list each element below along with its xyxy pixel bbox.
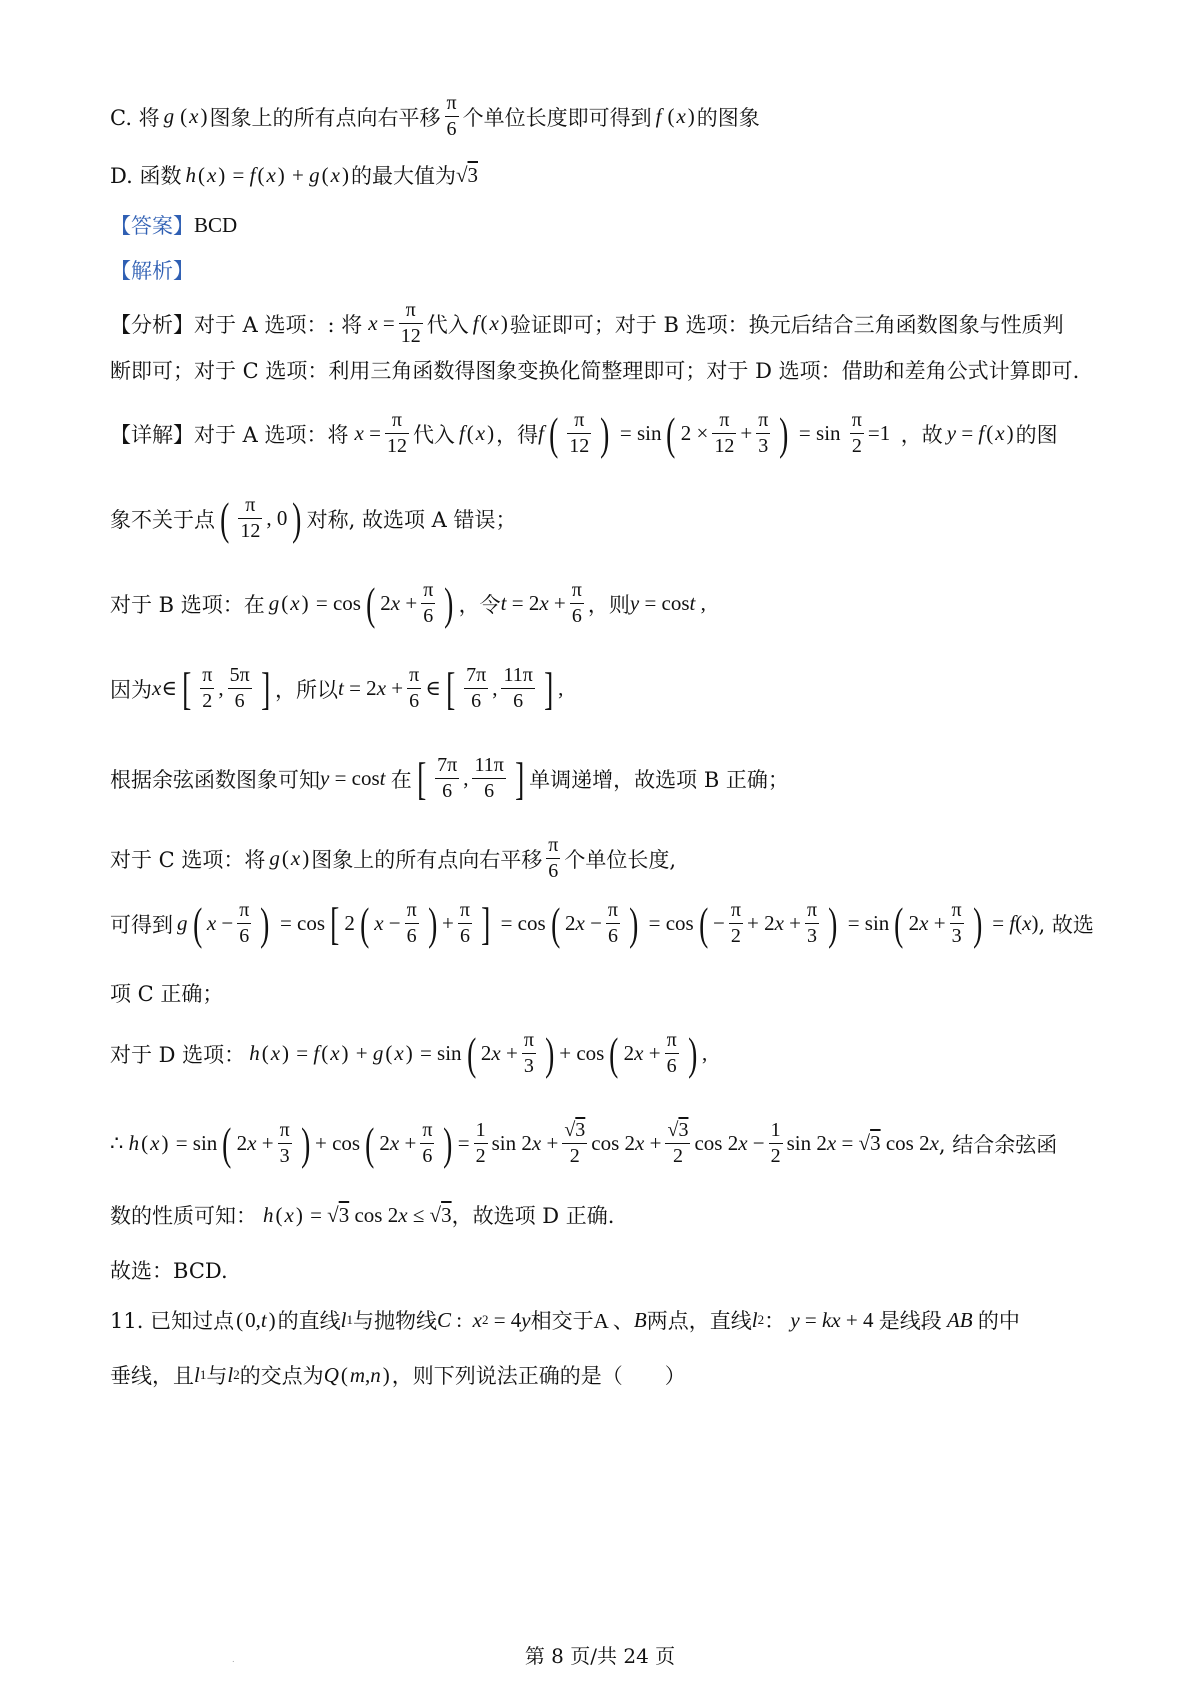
text: 代入 bbox=[412, 422, 455, 447]
text: 因为 bbox=[110, 677, 152, 702]
text: 对于 C 选项：将 bbox=[110, 847, 266, 872]
xiangjie-d-line1: 对于 D 选项： h ( x ) = f ( x ) + g ( x ) = sin ( 2 x + $\frac{\pi}{3}$ ) + cos ( 2 x + $\frac{\pi}{6}$ ) , bbox=[110, 1027, 708, 1079]
page-footer: 第 8 页/共 24 页 bbox=[524, 1644, 676, 1668]
answer-line bbox=[110, 210, 237, 240]
text: 两点，直线 bbox=[646, 1309, 752, 1333]
fraction: $\frac{\pi}{12}$ bbox=[386, 409, 407, 457]
text: , 故选 bbox=[1038, 912, 1094, 937]
xiangjie-c-line3 bbox=[110, 978, 223, 1008]
text: , 结合余弦函 bbox=[938, 1132, 1058, 1157]
text: ，故 bbox=[900, 422, 943, 447]
fenxi-line1: 【分析】 对于 A 选项：: 将 x = $\frac{\pi}{12}$ 代入 f ( x ) 验证即可；对于 B 选项：换元后结合三角函数图象与性质判 bbox=[110, 299, 1064, 347]
answer-tag: 【答案】 bbox=[110, 214, 194, 238]
final-answer bbox=[110, 1255, 228, 1285]
fenxi-text: 断即可；对于 C 选项：利用三角函数得图象变换化简整理即可；对于 D 选项：借助和差角公式计算即可. bbox=[110, 359, 1080, 383]
text: ，则 bbox=[587, 592, 630, 617]
decorative-dot: . bbox=[232, 1655, 235, 1664]
option-c-label: C. 将 bbox=[110, 105, 160, 130]
text: 单调递增，故选项 B 正确； bbox=[529, 767, 789, 792]
text: 在 bbox=[390, 767, 412, 792]
option-d-label: D. 函数 bbox=[110, 164, 182, 188]
option-c-text2: 个单位长度即可得到 bbox=[462, 105, 652, 130]
text: ，则下列说法正确的是（ ） bbox=[391, 1364, 686, 1388]
text: 相交于 bbox=[530, 1309, 594, 1333]
text: 对于 D 选项： bbox=[110, 1042, 246, 1067]
option-d: D. 函数 h ( x ) = f ( x ) + g ( x ) 的最大值为 √3 bbox=[110, 160, 478, 190]
text: 的图 bbox=[1015, 422, 1058, 447]
text: 与抛物线 bbox=[353, 1309, 438, 1333]
text: 数的性质可知： bbox=[110, 1204, 257, 1228]
xiangjie-tag: 【详解】 bbox=[110, 422, 194, 447]
option-c-text3: 的图象 bbox=[696, 105, 760, 130]
text: ，所以 bbox=[275, 677, 338, 702]
text: 根据余弦函数图象可知 bbox=[110, 767, 320, 792]
fenxi-text: 代入 bbox=[426, 312, 469, 337]
xiangjie-b-line3: 根据余弦函数图象可知 y = cos t 在 [ $\frac{7\pi}{6}$ , $\frac{11\pi}{6}$ ] 单调递增，故选项 B 正确； bbox=[110, 752, 789, 804]
text: 个单位长度, bbox=[564, 847, 677, 872]
text: 与 bbox=[206, 1364, 228, 1388]
answer-value: BCD bbox=[194, 212, 238, 237]
text: 对称, 故选项 A 错误； bbox=[306, 507, 517, 532]
text: ，故选项 D 正确. bbox=[451, 1204, 615, 1228]
xiangjie-a-line1: 【详解】 对于 A 选项：将 x = $\frac{\pi}{12}$ 代入 f ( x ) ，得 f ( $\frac{\pi}{12}$ ) = sin ( 2 × $\frac{\pi}{12}$ + $\frac{\pi}{3}$ ) = sin $\frac{\pi}{2}$ =1 ，故 y = f ( x ) 的图 bbox=[110, 407, 1058, 459]
text: 11. 已知过点 bbox=[110, 1309, 235, 1333]
text: 项 C 正确； bbox=[110, 982, 224, 1006]
text: 可得到 bbox=[110, 912, 173, 937]
question-11-line1: 11. 已知过点 ( 0, t ) 的直线 l 1 与抛物线 C : x 2 = 4 y 相交于 A 、 B 两点，直线 l 2 ： y = kx + 4 是线段 AB 的中 bbox=[110, 1305, 1020, 1335]
option-c-text1: 图象上的所有点向右平移 bbox=[209, 105, 441, 130]
xiangjie-d-line3: 数的性质可知： h ( x ) = √3 cos 2 x ≤ √3 ，故选项 D 正确. bbox=[110, 1200, 614, 1230]
xiangjie-c-line1: 对于 C 选项：将 g ( x ) 图象上的所有点向右平移 $\frac{\pi}{6}$ 个单位长度, bbox=[110, 834, 677, 882]
xiangjie-d-line2: ∴ h ( x ) = sin ( 2 x + $\frac{\pi}{3}$ ) + cos ( 2 x + $\frac{\pi}{6}$ ) = $\frac{1}{2}$ sin 2 x + $\frac{√3}{2}$ cos 2 x + $\frac{√3}{2}$ cos 2 x − $\frac{1}{2}$ sin 2 x = √3 cos 2 x , 结合余弦函 bbox=[110, 1117, 1058, 1169]
text: 对于 B 选项：在 bbox=[110, 592, 265, 617]
xiangjie-a-line2: 象不关于点 ( $\frac{\pi}{12}$ , 0 ) 对称, 故选项 A 错误； bbox=[110, 492, 517, 544]
text: 垂线，且 bbox=[110, 1364, 194, 1388]
text: 图象上的所有点向右平移 bbox=[311, 847, 543, 872]
fraction: $\frac{\pi}{6}$ bbox=[446, 92, 457, 140]
fenxi-tag: 【分析】 bbox=[110, 312, 194, 337]
text: 故选：BCD. bbox=[110, 1259, 228, 1283]
text: 对于 A 选项：将 bbox=[194, 422, 349, 447]
fenxi-text: 对于 A 选项：: 将 bbox=[194, 312, 363, 337]
question-11-line2: 垂线，且 l 1 与 l 2 的交点为 Q ( m , n ) ，则下列说法正确的是（ ） bbox=[110, 1360, 686, 1390]
text: 是线段 bbox=[878, 1309, 942, 1333]
text: 象不关于点 bbox=[110, 507, 215, 532]
option-c: C. 将 g ( x ) 图象上的所有点向右平移 $\frac{\pi}{6}$ 个单位长度即可得到 f ( x ) 的图象 bbox=[110, 92, 760, 140]
analysis-tag bbox=[110, 255, 194, 285]
text: 的交点为 bbox=[239, 1364, 324, 1388]
text: 的中 bbox=[977, 1309, 1020, 1333]
option-d-text: 的最大值为 bbox=[350, 164, 456, 188]
xiangjie-b-line2: 因为 x ∈ [ $\frac{\pi}{2}$ , $\frac{5\pi}{6}$ ] ，所以 t = 2 x + $\frac{\pi}{6}$ ∈ [ $\frac{7\pi}{6}$ , $\frac{11\pi}{6}$ ] , bbox=[110, 662, 564, 714]
text: ，得 bbox=[496, 422, 539, 447]
analysis-tag-text: 【解析】 bbox=[110, 259, 194, 283]
text: ，令 bbox=[458, 592, 501, 617]
fenxi-text: 验证即可；对于 B 选项：换元后结合三角函数图象与性质判 bbox=[509, 312, 1064, 337]
text: 的直线 bbox=[277, 1309, 341, 1333]
fenxi-line2 bbox=[110, 355, 1079, 385]
fraction: $\frac{\pi}{12}$ bbox=[400, 299, 421, 347]
xiangjie-c-line2: 可得到 g ( x − $\frac{\pi}{6}$ ) = cos [ 2 ( x − $\frac{\pi}{6}$ ) + $\frac{\pi}{6}$ ] = cos ( 2 x − $\frac{\pi}{6}$ ) = cos ( − $\frac{\pi}{2}$ + 2 x + $\frac{\pi}{3}$ ) = sin ( 2 x + $\frac{\pi}{3}$ ) = f ( x ) , 故选 bbox=[110, 897, 1094, 949]
xiangjie-b-line1: 对于 B 选项：在 g ( x ) = cos ( 2 x + $\frac{\pi}{6}$ ) ，令 t = 2 x + $\frac{\pi}{6}$ ，则 y = cos t , bbox=[110, 577, 706, 629]
